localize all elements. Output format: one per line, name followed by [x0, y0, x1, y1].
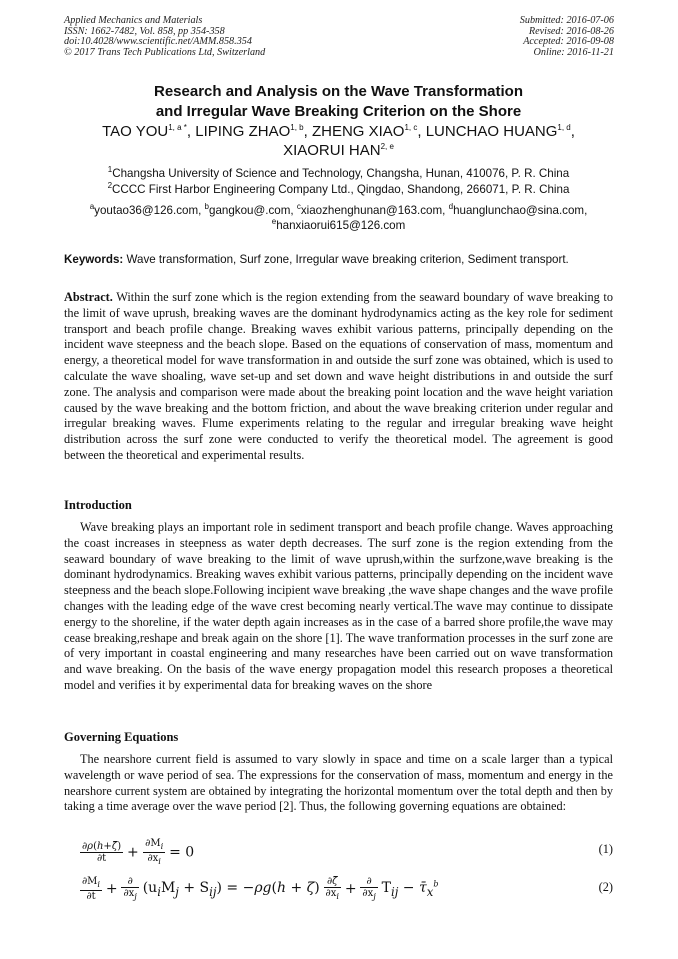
equation-2-number: (2) — [598, 880, 613, 894]
journal-copyright: © 2017 Trans Tech Publications Ltd, Switzerland — [64, 46, 266, 58]
email-mark: e — [271, 217, 277, 227]
abstract — [64, 290, 613, 464]
affil-mark: 2 — [107, 181, 113, 191]
journal-info — [64, 16, 265, 58]
date-accepted: Accepted: 2016-09-08 — [523, 36, 614, 48]
publication-dates — [520, 16, 614, 58]
author-name: LIPING ZHAO — [195, 123, 291, 140]
equation-1-formula: $\frac{\partial\rho(h+\zetā)}{\partial t}$ + $\frac{\partial M_i}{\partial x_i}$ = 0 — [82, 838, 195, 866]
title-line-1: Research and Analysis on the Wave Transformation — [154, 83, 523, 100]
author-affil-mark: 1, d — [557, 123, 571, 132]
affil-text: Changsha University of Science and Technology, Changsha, Hunan, 410076, P. R. China — [112, 167, 570, 180]
author-name: XIAORUI HAN — [283, 142, 381, 159]
equation-2 — [80, 876, 613, 900]
abstract-label: Abstract. — [64, 290, 113, 304]
email-mark: d — [448, 202, 454, 212]
equation-1-number: (1) — [598, 842, 613, 856]
email: hanxiaorui615@126.com — [276, 219, 406, 232]
author-emails — [64, 203, 613, 233]
author-sep: , — [417, 123, 426, 140]
email-mark: a — [89, 202, 95, 212]
email: xiaozhenghunan@163.com, — [300, 204, 449, 217]
author-affil-mark: 1, a * — [168, 123, 187, 132]
author-list — [64, 122, 613, 160]
author-affil-mark: 2, e — [380, 142, 394, 151]
journal-issn: ISSN: 1662-7482, Vol. 858, pp 354-358 — [64, 25, 225, 37]
author-name: LUNCHAO HUANG — [425, 123, 558, 140]
email: huanglunchao@sina.com, — [453, 204, 588, 217]
affil-text: CCCC First Harbor Engineering Company Ltd., Qingdao, Shandong, 266071, P. R. China — [112, 183, 570, 196]
author-name: TAO YOU — [102, 123, 169, 140]
title-line-2: and Irregular Wave Breaking Criterion on the Shore — [155, 103, 522, 120]
paper-title — [64, 82, 613, 122]
affiliations — [64, 166, 613, 198]
equation-2-formula: $\frac{\partial M_i}{\partial t}$ + $\frac{\partial}{\partial x_j}$ $(u_iM_j + S_{ij}) = -\rho g(h$ + ζ̄) $\frac{\partial\zetā}{\partial x_i}$ + $\frac{\partial}{\partial x_j}$ $T_{ij}$ − $\taū_x^b$ — [82, 876, 439, 902]
author-sep: , — [570, 123, 575, 140]
keywords-text: Wave transformation, Surf zone, Irregular wave breaking criterion, Sediment transport. — [123, 253, 569, 266]
keywords-label: Keywords: — [64, 253, 124, 266]
introduction-paragraph: Wave breaking plays an important role in sediment transport and beach profile change. Waves approaching the coast increases in steepness as water depth decreases. The surf zone is the region extending from the seaward boundary of wave breaking to the limit of wave uprush,within the surfzone,wave breaking is the dominant hydrodynamics. Breaking waves exhibit various patterns, principally depending on the incident wave steepness and the beach slope.Following incipient wave breaking ,the wave shape changes and the wave profile changes with the leading edge of the wave crest becoming nearly vertical.The wave may continue to dissipate energy to the shoreline, if the water depth again increases as in the case of a barred shore profile,the wave may cease breaking,reshape and break again on the shore [1]. The wave tranformation processes in the surf zone are of very important in coastal engineering and many researches have been carried out on wave transformation and wave breaking. On the basis of the wave energy propagation model this research proposes a theoretical model and verifies it by experimental data for breaking waves on the shore — [64, 520, 613, 692]
affiliation — [64, 166, 613, 182]
author-affil-mark: 1, c — [404, 123, 418, 132]
date-revised: Revised: 2016-08-26 — [528, 25, 614, 37]
author-sep: , — [303, 123, 312, 140]
date-submitted: Submitted: 2016-07-06 — [519, 15, 614, 26]
keywords — [64, 252, 613, 267]
affil-mark: 1 — [107, 165, 113, 175]
author-sep: , — [186, 123, 196, 140]
author-affil-mark: 1, b — [290, 123, 304, 132]
section-heading-governing-equations: Governing Equations — [64, 730, 179, 744]
governing-paragraph: The nearshore current field is assumed to vary slowly in space and time on a scale larger than a typical wavelength or wave period of sea. The expressions for the conservation of mass, momentum and energy in the nearshore current system are obtained by integrating the horizontal momentum over the total depth and then by taking a time average over the wave period [2]. Thus, the following governing equations are obtained: — [64, 752, 613, 814]
abstract-text: Within the surf zone which is the region extending from the seaward boundary of wave breaking to the limit of wave uprush, breaking waves are the dominant hydrodynamics acting as the key role for sediment transport and beach profile change. Breaking waves exhibit various patterns, principally depending on the incident wave steepness and the beach slope. Based on the equations of conservation of mass, momentum and energy, a theoretical model for wave transformation in and outside the surf zone was obtained, which is used to calculate the wave shoaling, wave set-up and set down and wave height distributions in and outside the surf zone. The analysis and comparison were made about the breaking point location and the wave height variation caused by the wave breaking and the bottom friction, and about the wave breaking criterion under regular and irregular breaking waves. Flume experiments relating to the regular and irregular breaking wave height distribution across the surf zone were conducted to verify the theoretical model. The agreement is good between the theoretical and experimental results. — [64, 290, 613, 462]
date-online: Online: 2016-11-21 — [533, 46, 614, 58]
equation-1 — [80, 838, 613, 866]
journal-name: Applied Mechanics and Materials — [64, 15, 203, 26]
author-name: ZHENG XIAO — [311, 123, 405, 140]
email-mark: b — [204, 202, 209, 212]
journal-doi: doi:10.4028/www.scientific.net/AMM.858.354 — [64, 36, 252, 48]
email-mark: c — [296, 202, 301, 212]
email: youtao36@126.com, — [94, 204, 205, 217]
affiliation — [64, 182, 613, 198]
section-heading-introduction: Introduction — [64, 498, 132, 512]
email: gangkou@.com, — [209, 204, 297, 217]
